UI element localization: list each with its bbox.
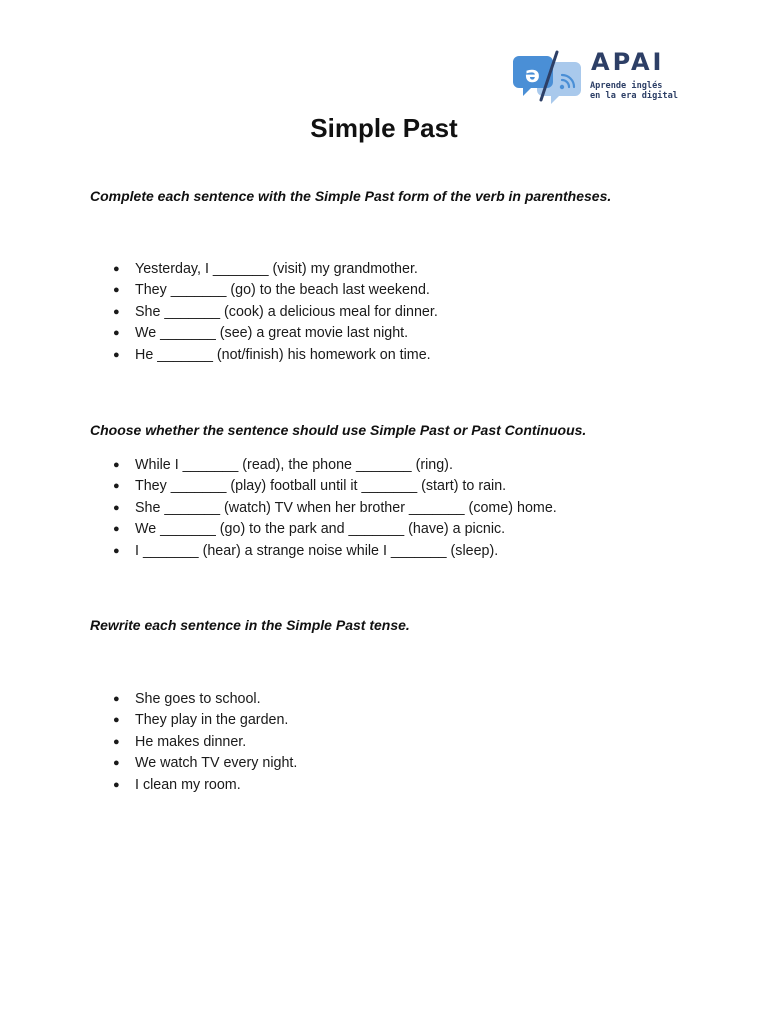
bullet-icon: ● (113, 348, 120, 361)
list-item (113, 689, 297, 710)
bullet-icon: ● (113, 305, 120, 318)
bullet-icon: ● (113, 544, 120, 557)
bullet-icon: ● (113, 501, 120, 514)
bullet-icon: ● (113, 693, 120, 705)
logo-brand-name: APAI (591, 48, 665, 76)
list-item (113, 476, 557, 497)
section-3-list (113, 689, 297, 796)
list-item-text: While I _______ (read), the phone _______ (ring). (135, 457, 453, 473)
bullet-icon: ● (113, 284, 120, 297)
svg-text:ə: ə (525, 63, 540, 88)
list-item (113, 519, 557, 540)
list-item (113, 259, 438, 280)
list-item-text: We watch TV every night. (135, 755, 298, 772)
page-title: Simple Past (310, 113, 458, 143)
bullet-icon: ● (113, 757, 120, 770)
apai-logo (513, 48, 678, 106)
logo-tagline (590, 81, 678, 101)
list-item-text: He makes dinner. (135, 733, 247, 750)
list-item (113, 345, 438, 366)
section-2-list (113, 455, 557, 562)
list-item-text: She _______ (cook) a delicious meal for dinner. (135, 303, 438, 320)
apai-logo-mark-icon (513, 50, 585, 106)
bullet-icon: ● (113, 714, 120, 727)
list-item (113, 498, 557, 519)
bullet-icon: ● (113, 327, 120, 340)
list-item-text: We _______ (go) to the park and _______ (have) a picnic. (135, 521, 506, 538)
list-item (113, 710, 297, 731)
list-item-text: They play in the garden. (135, 712, 289, 729)
list-item (113, 455, 557, 476)
list-item-text: Yesterday, I _______ (visit) my grandmother. (135, 261, 418, 277)
bullet-icon: ● (113, 263, 120, 275)
list-item (113, 280, 438, 301)
list-item-text: We _______ (see) a great movie last night. (135, 325, 409, 342)
bullet-icon: ● (113, 480, 120, 493)
list-item-text: He _______ (not/finish) his homework on time. (135, 346, 431, 363)
list-item-text: She goes to school. (135, 691, 261, 707)
logo-tagline-line-2: en la era digital (590, 91, 678, 101)
section-1-list (113, 259, 438, 366)
list-item-text: I clean my room. (135, 776, 241, 793)
bullet-icon: ● (113, 459, 120, 471)
list-item (113, 775, 297, 796)
bullet-icon: ● (113, 735, 120, 748)
list-item (113, 541, 557, 562)
list-item-text: They _______ (play) football until it _______ (start) to rain. (135, 478, 507, 495)
list-item-text: She _______ (watch) TV when her brother _______ (come) home. (135, 499, 557, 516)
section-1-instruction: Complete each sentence with the Simple Past form of the verb in parentheses. (90, 188, 612, 204)
logo-tagline-line-1: Aprende inglés (590, 81, 663, 91)
list-item-text: I _______ (hear) a strange noise while I _______ (sleep). (135, 542, 499, 559)
list-item (113, 302, 438, 323)
list-item-text: They _______ (go) to the beach last weekend. (135, 282, 430, 299)
list-item (113, 732, 297, 753)
list-item (113, 323, 438, 344)
section-3-instruction: Rewrite each sentence in the Simple Past tense. (90, 617, 410, 633)
list-item (113, 753, 297, 774)
section-2-instruction: Choose whether the sentence should use Simple Past or Past Continuous. (90, 422, 587, 438)
bullet-icon: ● (113, 523, 120, 536)
bullet-icon: ● (113, 778, 120, 791)
